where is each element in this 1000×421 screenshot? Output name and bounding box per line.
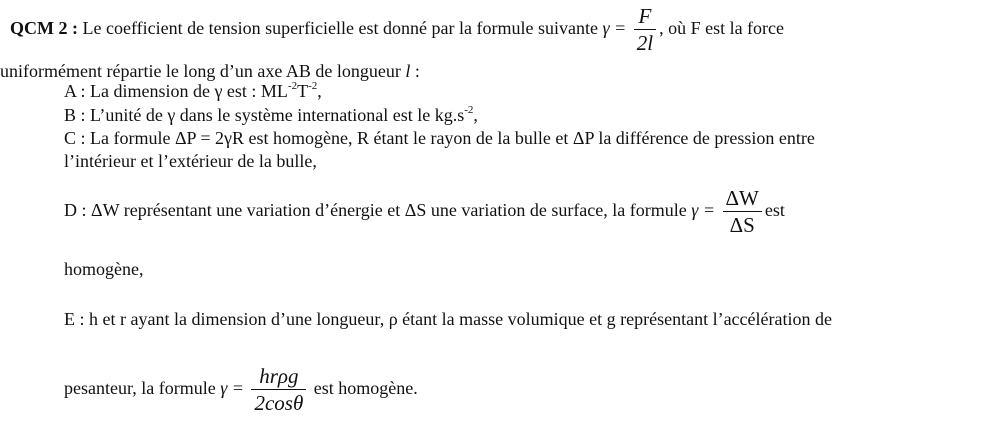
option-d xyxy=(64,188,785,236)
option-e-formula-fraction xyxy=(251,366,306,414)
option-d-after: est xyxy=(764,200,785,221)
option-e-after: est homogène. xyxy=(309,378,418,399)
option-a-mid: T xyxy=(297,81,309,101)
option-b xyxy=(64,104,478,126)
question-intro-line2-end: : xyxy=(410,61,420,81)
option-a-exp2: -2 xyxy=(308,80,318,92)
option-d-line2: homogène, xyxy=(64,259,144,279)
option-e-line2-text: pesanteur, la formule xyxy=(64,378,221,399)
option-a-end: , xyxy=(317,81,322,101)
option-c-line2: l’intérieur et l’extérieur de la bulle, xyxy=(64,151,317,171)
option-a-text: A : La dimension de γ est : ML xyxy=(64,81,288,101)
question-intro-line2-var: l xyxy=(405,61,411,81)
option-d-formula-fraction xyxy=(723,188,762,236)
option-e-line2 xyxy=(64,366,418,414)
question-intro-after: , où F est la force xyxy=(659,18,785,39)
option-e-line1: E : h et r ayant la dimension d’une longueur, ρ étant la masse volumique et g représentant l’accélération de xyxy=(64,309,832,329)
intro-formula-denominator: 2l xyxy=(636,31,654,55)
question-intro-text: Le coefficient de tension superficielle est donné par la formule suivante xyxy=(77,18,603,39)
option-b-exp: -2 xyxy=(464,104,474,116)
intro-formula-fraction xyxy=(634,6,656,54)
question-intro-line1 xyxy=(10,6,784,54)
intro-formula xyxy=(602,6,659,54)
question-intro-line2-text: uniformément répartie le long d’un axe AB de longueur xyxy=(0,61,406,81)
option-e-formula-denominator: 2cosθ xyxy=(254,391,304,415)
option-a xyxy=(64,80,322,102)
option-d-formula xyxy=(691,188,765,236)
option-e-formula-numerator: hrρg xyxy=(251,366,306,390)
intro-formula-lhs: γ = xyxy=(602,18,627,39)
option-d-text: D : ΔW représentant une variation d’énergie et ΔS une variation de surface, la formule xyxy=(64,200,692,221)
intro-formula-numerator: F xyxy=(634,6,656,30)
option-d-formula-numerator: ΔW xyxy=(723,188,762,212)
option-a-exp1: -2 xyxy=(287,80,298,92)
question-title: QCM 2 : xyxy=(10,18,78,39)
option-b-end: , xyxy=(473,105,478,125)
option-d-formula-denominator: ΔS xyxy=(729,213,755,237)
option-e-formula-lhs: γ = xyxy=(220,378,244,399)
option-e-formula xyxy=(220,366,309,414)
option-c-line1: C : La formule ΔP = 2γR est homogène, R étant le rayon de la bulle et ΔP la différence de pression entre xyxy=(64,128,815,148)
question-intro-line2 xyxy=(0,60,420,82)
option-d-formula-lhs: γ = xyxy=(691,200,715,221)
option-b-text: B : L’unité de γ dans le système international est le kg.s xyxy=(64,105,465,125)
